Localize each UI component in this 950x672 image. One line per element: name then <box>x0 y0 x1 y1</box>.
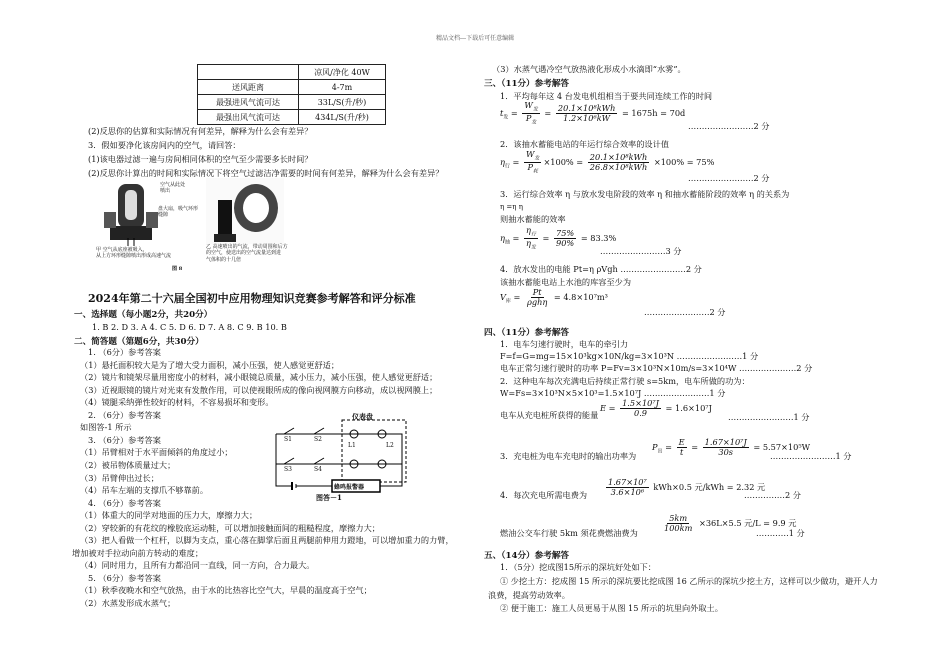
table-row <box>198 80 386 95</box>
figure-8 <box>96 176 288 272</box>
score: ……………………1 分 <box>728 412 810 422</box>
text-line: （1）体重大的同学对地面的压力大，摩擦力大； <box>80 510 258 521</box>
circuit-diagram <box>272 414 412 500</box>
section-1-title: 一、选择题（每小题2分，共20分） <box>74 310 213 320</box>
sec3-eq-2: $\eta_行$ = $\frac{W_发}{P_耗}$ ×100% = $\frac{\text{20.1×10⁸kWh}}{\text{26.8×10⁸kWh}}$ ×100% = 75% <box>500 149 715 176</box>
table-cell: 最强进风气流可达 <box>198 95 299 110</box>
score: ……………2 分 <box>744 490 801 500</box>
sec3-line-3: 3．运行综合效率 η 与放水发电阶段的效率 η 和抽水蓄能阶段的效率 η 的关系为 <box>500 189 790 199</box>
sec4-eq3-label: 4．每次充电所需电费为 <box>500 490 588 500</box>
score: ……………………3 分 <box>600 246 682 256</box>
table-cell: 33L/S(升/秒) <box>299 95 386 110</box>
score: ……………………1 分 <box>770 451 852 461</box>
fan-photo-yi <box>206 178 284 244</box>
text-line: （1）吊臂相对于水平面倾斜的角度过小； <box>80 447 233 458</box>
question-3-2: (2)反思你计算出的时间和实际情况下将空气过滤洁净需要的时间有何差异，解释为什么会有差异？ <box>88 168 444 178</box>
text-line: （1）悬托面积较大是为了增大受力面积，减小压强，使人感觉更舒适； <box>80 359 340 370</box>
figure-label: 图 8 <box>172 266 183 272</box>
sec3-line-4b: 该抽水蓄能电站上水池的库容至少为 <box>500 277 632 287</box>
section-3-title: 三、（11分）参考解答 <box>484 79 570 89</box>
sec3-line-2: 2．该抽水蓄能电站的年运行综合效率的设计值 <box>500 139 669 149</box>
table-row <box>198 110 386 125</box>
text-line: （2）被吊物体质量过大； <box>80 459 176 470</box>
sec4-eq2-label: 3．充电桩为电车充电时的输出功率为 <box>500 451 637 461</box>
score: ……………………2 分 <box>688 121 770 131</box>
spec-table <box>197 64 386 125</box>
section-4-title: 四、（11分）参考解答 <box>484 328 570 338</box>
switch-label: S3 <box>284 466 292 473</box>
text-line: 2. （6分）参考答案 <box>88 409 161 420</box>
q5-3: （3）水蒸气遇冷空气放热液化形成小水滴即“水雾”。 <box>492 64 686 74</box>
text-line: F=f=G=mg=15×10³kg×10N/kg=3×10³N ……………………1 分 <box>500 351 759 362</box>
score: ……………………2 分 <box>644 307 726 317</box>
text-line: 1．（5分）挖成图15所示的深坑好处如下： <box>500 562 656 572</box>
sec4-eq1-label: 电车从充电桩所获得的能量 <box>500 410 599 420</box>
table-cell: 4-7m <box>299 80 386 95</box>
sec4-eq-2: $P_出$ = $\frac{E}{t}$ = $\frac{\text{1.67×10⁷J}}{30s}$ = 5.57×10⁵W <box>652 437 811 458</box>
text-line: 3. （6分）参考答案 <box>88 434 161 445</box>
text-line: ① 少挖土方：挖成图 15 所示的深坑要比挖成图 16 乙所示的深坑少挖土方，这样可以少做功，避开人力 <box>500 575 878 586</box>
score: ……………………2 分 <box>688 173 770 183</box>
page-title: 2024年第二十六届全国初中应用物理知识竞赛参考解答和评分标准 <box>88 292 416 305</box>
sec4-eq-1: E = $\frac{\text{1.5×10⁷J}}{0.9}$ = 1.6×10⁷J <box>600 398 712 419</box>
text-line: 如图答-1 所示 <box>80 422 132 433</box>
table-cell: 434L/S(升/秒) <box>299 110 386 125</box>
sec3-line-3b: η =η η <box>500 203 523 211</box>
sec3-eq-3: $\eta_抽$ = $\frac{\eta_行}{\eta_发}$ = $\frac{75\%}{90\%}$ = 83.3% <box>500 225 617 252</box>
lamp-label: L2 <box>386 442 394 449</box>
sec4-eq4-label: 燃油公交车行驶 5km 须花费燃油费为 <box>500 528 638 538</box>
sec3-eq-1: $t_发$ = $\frac{W_发}{P_发}$ = $\frac{\text{20.1×10⁸kWh}}{\text{1.2×10⁶kW}}$ = 1675h = 70d <box>500 100 686 127</box>
sec3-line-1: 1．平均每年这 4 台发电机组相当于要共同连续工作的时间 <box>500 91 713 101</box>
text-line: （3）吊臂伸出过长； <box>80 472 159 483</box>
text-line: （2）穿较新的有花纹的橡胶底运动鞋，可以增加接触面间的粗糙程度，摩擦力大； <box>80 522 380 533</box>
text-line: 5. （6分）参考答案 <box>88 572 161 583</box>
section-5-title: 五、（14分）参考解答 <box>484 551 570 561</box>
text-line: （4）镜腿采纳弹性较好的材料，不容易损坏和变形。 <box>80 397 274 408</box>
page-header: 精品文档---下载后可任意编辑 <box>436 35 515 42</box>
text-line: （4）同时用力，且所有力都沿同一直线，同一方向，合力最大。 <box>80 560 315 571</box>
sec3-eq-4: $V_库$ = $\frac{Pt}{\text{ρghη}}$ = 4.8×10⁷m³ <box>500 287 608 308</box>
question-3: 3．假如要净化该房间内的空气，请回答： <box>88 140 241 150</box>
fig-caption-yi: 乙 高速喷出的气流，带动周围和后方 的空气，使送出的空气流量达到进 气体积的十几倍 <box>206 244 288 263</box>
question-3-1: (1)该电器过滤一遍与房间相同体积的空气至少需要多长时间？ <box>88 154 313 164</box>
sec3-line-4: 4．放水发出的电能 Pt=η ρVgh ……………………2 分 <box>500 264 702 274</box>
photo-annotation: 空气从此处 喷出 <box>160 182 186 194</box>
sec3-line-3c: 则抽水蓄能的效率 <box>500 214 566 224</box>
text-line: ② 便于施工：施工人员更易于从图 15 所示的坑里向外取土。 <box>500 603 723 614</box>
text-line: （4）吊车左端的支撑爪不够靠前。 <box>80 485 209 496</box>
alarm-label: 蜂鸣报警器 <box>334 484 365 491</box>
lamp-label: L1 <box>348 442 356 449</box>
table-cell <box>198 65 299 80</box>
text-line: （1）秋季夜晚水和空气放热，由于水的比热容比空气大，早晨的温度高于空气； <box>80 585 372 596</box>
text-line: 1. （6分）参考答案 <box>88 347 161 357</box>
section-2-title: 二、简答题（第题6分，共30分） <box>74 337 204 347</box>
text-line: 增加被对手拉动向前方转动的难度； <box>72 547 204 558</box>
text-line: W=Fs=3×10³N×5×10³=1.5×10⁷J ……………………1 分 <box>500 387 726 398</box>
table-row <box>198 95 386 110</box>
table-cell: 送风距离 <box>198 80 299 95</box>
section-1-answers: 1. B 2. D 3. A 4. C 5. D 6. D 7. A 8. C 9. B 10. B <box>92 322 287 332</box>
sec4-eq-4: $\frac{5km}{100km}$ ×36L×5.5 元/L = 9.9 元 <box>664 513 797 534</box>
circuit-fig-label: 图答－1 <box>316 493 342 502</box>
text-line: 浪费，提高劳动效率。 <box>488 589 570 600</box>
sec4-eq-3: $\frac{\text{1.67×10⁷}}{\text{3.6×10⁶}}$ kWh×0.5 元/kWh = 2.32 元 <box>608 477 766 498</box>
table-cell: 凉风/净化 40W <box>299 65 386 80</box>
switch-label: S1 <box>284 436 292 443</box>
switch-label: S2 <box>314 436 322 443</box>
switch-label: S4 <box>314 466 322 473</box>
fig-caption-jia: 甲 空气从底座被吸入， 从上方环形缝隙喷出形成高速气流 <box>96 247 172 260</box>
text-line: 2．这种电车每次充满电后持续正常行驶 s=5km，电车所做的功为： <box>500 375 750 386</box>
text-line: 4. （6分）参考答案 <box>88 497 161 508</box>
score: …………1 分 <box>756 528 805 538</box>
dashboard-label: 仪表盘 <box>352 412 373 421</box>
text-line: （2）镜片和镜架尽量用密度小的材料，减小眼镜总质量，减小压力，减小压强，使人感觉更舒适； <box>80 372 438 383</box>
text-line: （3）把人看做一个杠杆，以脚为支点，重心落在脚掌后面且两腿前伸用力蹬地，可以增加重力的力臂， <box>80 535 454 546</box>
table-cell: 最强出风气流可达 <box>198 110 299 125</box>
photo-annotation-2: 盘大扇，吸气环形 缝隙 <box>158 206 199 218</box>
text-line: （3）近视眼镜的镜片对光束有发散作用，可以使视眼所成的像向视网膜方向移动，成以视网膜上； <box>80 384 438 395</box>
text-line: （2）水蒸发形成水蒸气； <box>80 598 176 608</box>
question-2: (2)反思你的估算和实际情况有何差异，解释为什么会有差异？ <box>88 126 313 136</box>
text-line: 1．电车匀速行驶时，电车的牵引力 <box>500 339 629 349</box>
table-row <box>198 65 386 80</box>
text-line: 电车正常匀速行驶时的功率 P=Fv=3×10³N×10m/s=3×10⁴W …………………2 分 <box>500 363 813 374</box>
